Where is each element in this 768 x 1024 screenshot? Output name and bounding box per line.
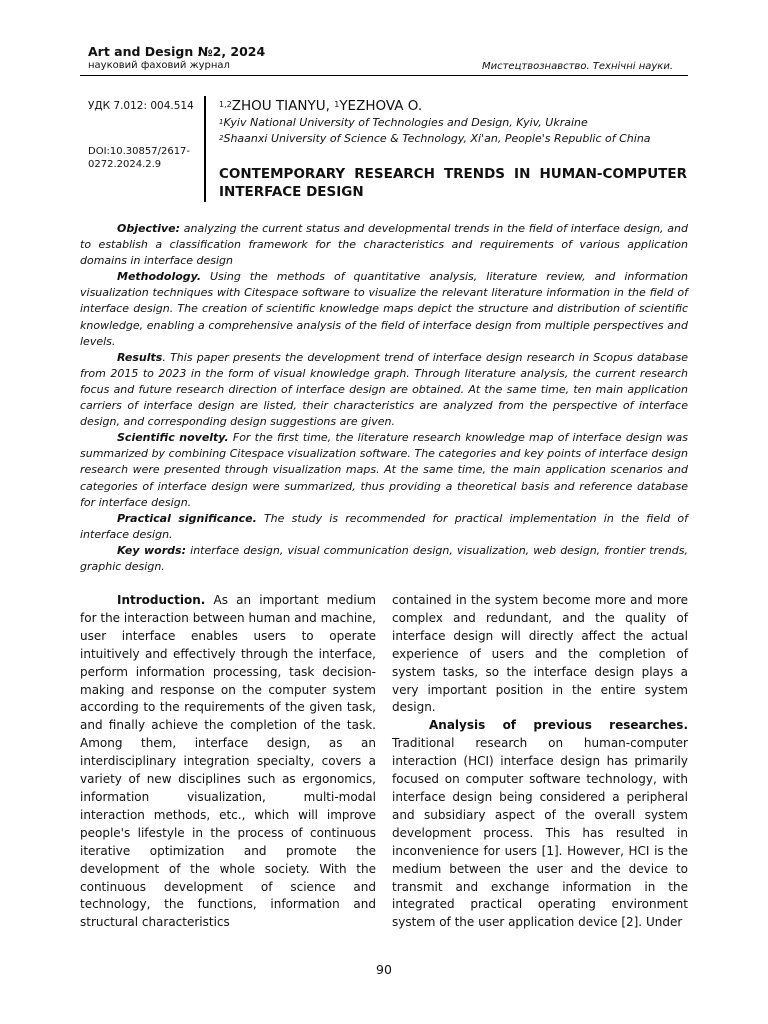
author-block xyxy=(219,98,689,147)
author2-sup: 1 xyxy=(334,100,340,109)
journal-header xyxy=(88,44,265,72)
authors xyxy=(219,98,689,115)
abstract-novelty: Scientific novelty. For the first time, the literature research knowledge map of interface design was summarized by combining Citespace visualization software. The categories and key points of interface design research were presented through visualization maps. At the same time, the main application scenarios and categories of interface design were summarized, thus providing a theoretical basis and reference database for interface design. xyxy=(80,431,688,509)
body-column-right xyxy=(392,592,688,932)
doi: DOI:10.30857/2617-0272.2024.2.9 xyxy=(88,146,191,170)
affiliation-2: $^2$Shaanxi University of Science & Technology, Xi'an, People's Republic of China xyxy=(219,132,651,145)
abstract-methodology: Methodology. Using the methods of quantitative analysis, literature review, and information visualization techniques with Citespace software to visualize the relevant literature information in the field of interface design. The creation of scientific knowledge maps depict the structure and distribution of scientific knowledge, enabling a comprehensive analysis of the field of interface design from multiple perspectives and levels. xyxy=(80,270,688,348)
udc-code: УДК 7.012: 004.514 xyxy=(88,100,194,112)
analysis-paragraph: Analysis of previous researches. Traditional research on human-computer interaction (HCI) interface design has primarily focused on computer software technology, with interface design being considered a peripheral and subsidiary aspect of the overall system development process. This has resulted in inconvenience for users [1]. However, HCI is the medium between the user and the device to transmit and exchange information in the integrated practical operating environment system of the user application device [2]. Under xyxy=(392,718,688,930)
abstract-significance: Practical significance. The study is recommended for practical implementation in the field of interface design. xyxy=(80,511,688,541)
section-name: Мистецтвознавство. Технічні науки. xyxy=(481,61,673,72)
journal-subtitle: науковий фаховий журнал xyxy=(88,60,230,71)
article-title: CONTEMPORARY RESEARCH TRENDS IN HUMAN-COMPUTER INTERFACE DESIGN xyxy=(219,166,687,200)
author2-name: YEZHOVA O. xyxy=(339,98,423,114)
abstract-keywords: Key words: interface design, visual communication design, visualization, web design, frontier trends, graphic design. xyxy=(80,543,688,573)
introduction-paragraph: Introduction. As an important medium for the interaction between human and machine, user interface enables users to operate intuitively and effectively through the interface, perform information processing, task decision-making and response on the computer system according to the requirements of the given task, and finally achieve the completion of the task. Among them, interface design, as an interdisciplinary integration specialty, covers a variety of new disciplines such as ergonomics, information visualization, multi-modal interaction methods, etc., which will improve people's lifestyle in the process of continuous iterative optimization and promote the development of the whole society. With the continuous development of science and technology, the functions, information and structural characteristics xyxy=(80,593,376,930)
abstract-objective: Objective: analyzing the current status and developmental trends in the field of interface design, and to establish a classification framework for the characteristics and requirements of various application domains in interface design xyxy=(80,222,688,268)
abstract-results: Results. This paper presents the development trend of interface design research in Scopus database from 2015 to 2023 in the form of visual knowledge graph. Through literature analysis, the current research focus and future research direction of interface design are obtained. At the same time, ten main application carriers of interface design are listed, their characteristics are analyzed from the perspective of interface design, and corresponding design suggestions are given. xyxy=(80,350,688,429)
page-number: 90 xyxy=(376,962,392,977)
author1-sup: 1,2 xyxy=(219,100,232,109)
analysis-heading: Analysis of previous researches. xyxy=(429,718,688,733)
affiliation-1: $^1$Kyiv National University of Technologies and Design, Kyiv, Ukraine xyxy=(219,116,588,129)
meta-divider xyxy=(204,96,206,202)
body-column-left xyxy=(80,592,376,932)
continued-paragraph: contained in the system become more and more complex and redundant, and the quality of interface design will directly affect the actual experience of users and the completion of system tasks, so the interface design plays a very important position in the entire system design. xyxy=(392,593,688,715)
introduction-heading: Introduction. xyxy=(117,593,206,607)
header-divider xyxy=(80,75,688,76)
abstract xyxy=(80,221,688,575)
author1-name: ZHOU TIANYU, xyxy=(231,98,335,114)
article-meta xyxy=(88,100,206,171)
journal-title: Art and Design №2, 2024 xyxy=(88,44,266,59)
